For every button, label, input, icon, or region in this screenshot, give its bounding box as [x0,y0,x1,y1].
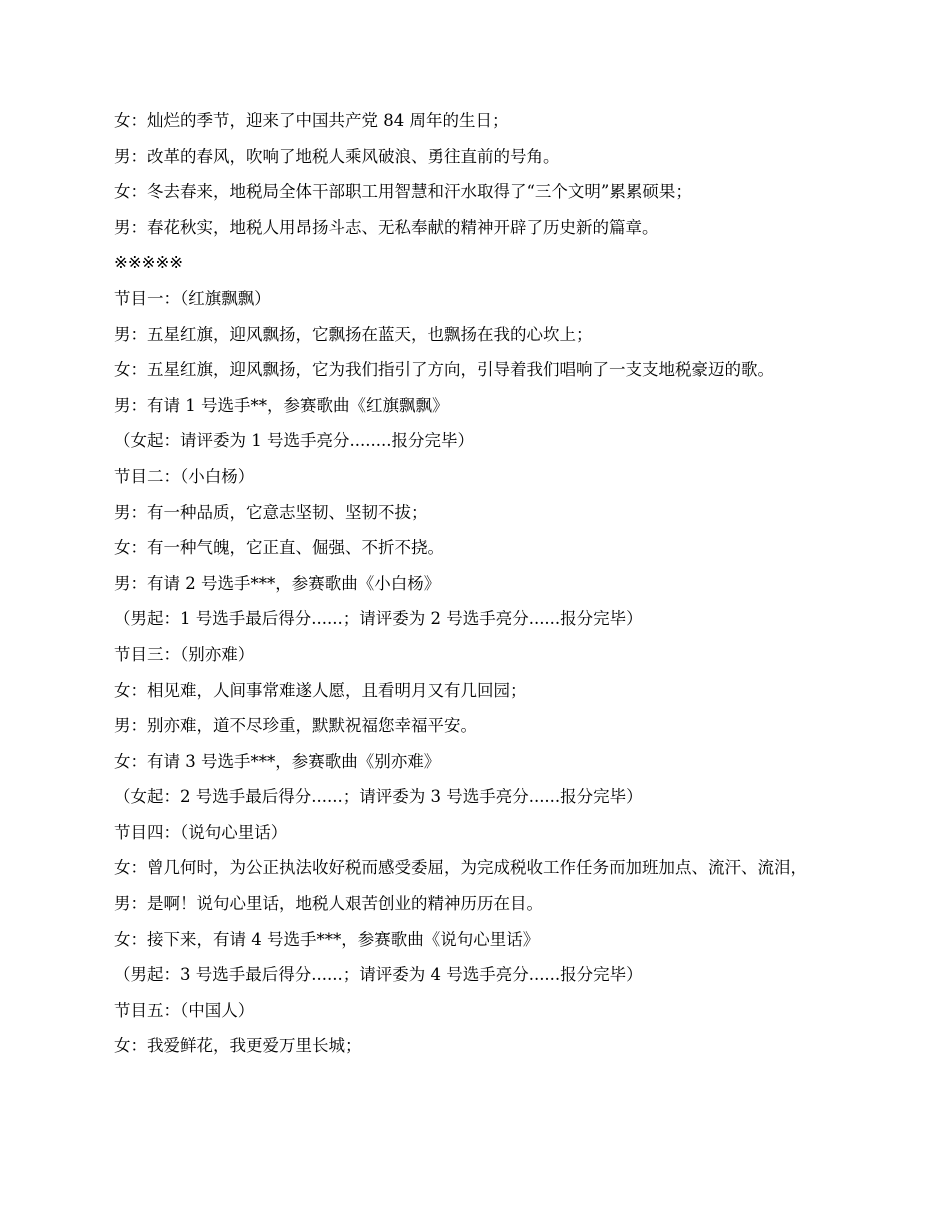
paragraph: 女：曾几何时，为公正执法收好税而感受委屈，为完成税收工作任务而加班加点、流汗、流泪， [114,858,807,878]
paragraph: 男：改革的春风，吹响了地税人乘风破浪、勇往直前的号角。 [114,146,560,166]
paragraph: 男：春花秋实，地税人用昂扬斗志、无私奉献的精神开辟了历史新的篇章。 [114,217,659,237]
paragraph: 男：五星红旗，迎风飘扬，它飘扬在蓝天，也飘扬在我的心坎上； [114,324,593,344]
paragraph: 女：有一种气魄，它正直、倔强、不折不挠。 [114,538,444,558]
paragraph: 女：冬去春来，地税局全体干部职工用智慧和汗水取得了“三个文明”累累硕果； [114,182,692,202]
paragraph: 男：有请 2 号选手***，参赛歌曲《小白杨》 [114,573,441,593]
paragraph: 女：灿烂的季节，迎来了中国共产党 84 周年的生日； [114,111,509,130]
stage-direction: （男起：3 号选手最后得分......；请评委为 4 号选手亮分......报分完毕） [114,965,643,985]
stage-direction: （女起：请评委为 1 号选手亮分........报分完毕） [114,431,474,451]
program-heading: 节目三：（别亦难） [114,644,255,664]
paragraph: 男：别亦难，道不尽珍重，默默祝福您幸福平安。 [114,716,477,736]
stage-direction: （男起：1 号选手最后得分......；请评委为 2 号选手亮分......报分完毕） [114,609,643,629]
paragraph: 女：五星红旗，迎风飘扬，它为我们指引了方向，引导着我们唱响了一支支地税豪迈的歌。 [114,360,774,380]
program-heading: 节目一：（红旗飘飘） [114,288,271,308]
program-heading: 节目五：（中国人） [114,1000,255,1020]
program-heading: 节目二：（小白杨） [114,466,255,486]
paragraph: 女：我爱鲜花，我更爱万里长城； [114,1036,362,1056]
section-separator: ※※※※※ [114,253,184,273]
paragraph: 男：是啊！说句心里话，地税人艰苦创业的精神历历在目。 [114,894,543,914]
paragraph: 女：接下来，有请 4 号选手***，参赛歌曲《说句心里话》 [114,929,540,949]
program-heading: 节目四：（说句心里话） [114,822,288,842]
paragraph: 男：有请 1 号选手**，参赛歌曲《红旗飘飘》 [114,395,449,415]
paragraph: 女：相见难，人间事常难遂人愿，且看明月又有几回园； [114,680,527,700]
paragraph: 男：有一种品质，它意志坚韧、坚韧不拔； [114,502,428,522]
document-body [114,110,836,1071]
stage-direction: （女起：2 号选手最后得分......；请评委为 3 号选手亮分......报分完毕） [114,787,643,807]
paragraph: 女：有请 3 号选手***，参赛歌曲《别亦难》 [114,751,441,771]
